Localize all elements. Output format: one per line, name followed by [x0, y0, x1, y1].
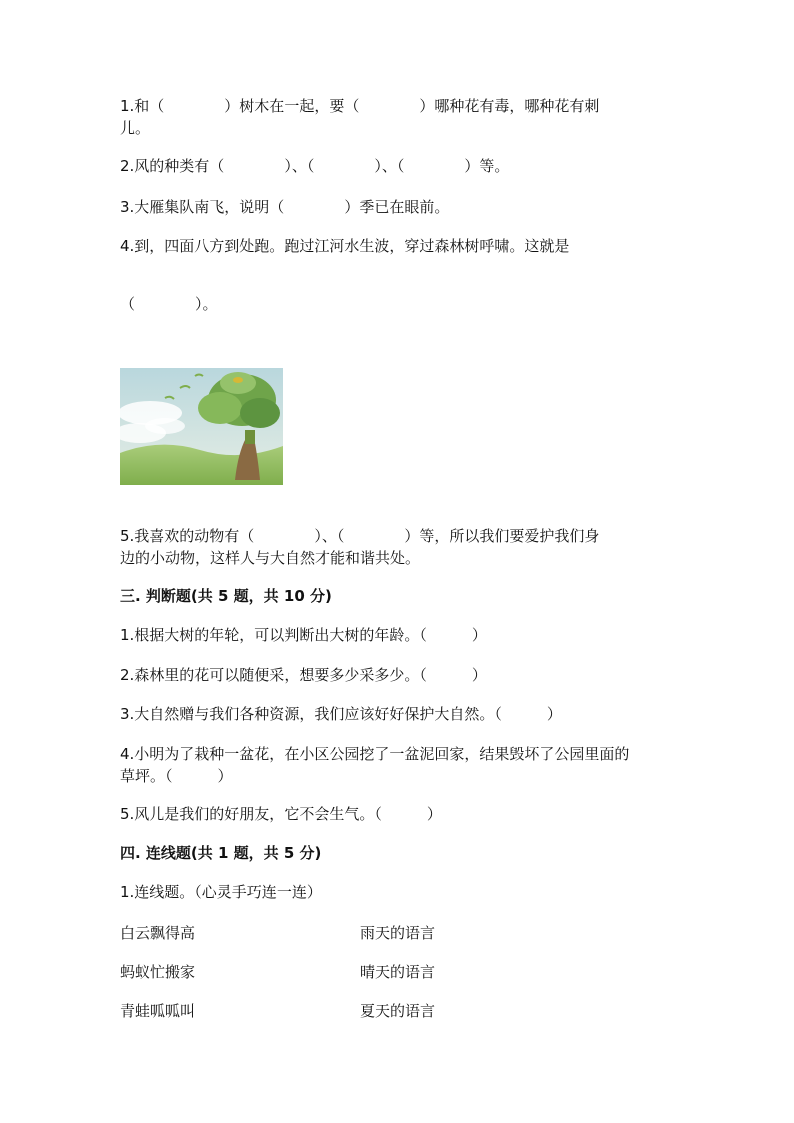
tree-illustration-svg — [120, 368, 283, 485]
match-right-item: 夏天的语言 — [360, 1002, 436, 1020]
q4-line2: （ ）。 — [120, 295, 218, 313]
q5-line1: 5.我喜欢的动物有（ ）、（ ）等，所以我们要爱护我们身 — [120, 527, 600, 545]
match-left-item: 蚂蚁忙搬家 — [120, 963, 196, 981]
tree-with-bird-illustration — [120, 368, 283, 485]
q4-line1: 4.到，四面八方到处跑。跑过江河水生波，穿过森林树呼啸。这就是 — [120, 237, 570, 255]
match-left-item: 青蛙呱呱叫 — [120, 1002, 196, 1020]
q1-line1: 1.和（ ）树木在一起，要（ ）哪种花有毒，哪种花有刺 — [120, 97, 600, 115]
match-left-item: 白云飘得高 — [120, 924, 196, 942]
q1-line2: 儿。 — [120, 119, 151, 137]
match-instruction: 1.连线题。（心灵手巧连一连） — [120, 883, 322, 901]
judge-q4-line1: 4.小明为了栽种一盆花，在小区公园挖了一盆泥回家，结果毁坏了公园里面的 — [120, 745, 630, 763]
q2: 2.风的种类有（ ）、（ ）、（ ）等。 — [120, 157, 510, 175]
match-right-item: 雨天的语言 — [360, 924, 436, 942]
judge-heading: 三. 判断题(共 5 题，共 10 分) — [120, 587, 332, 605]
judge-q3: 3.大自然赠与我们各种资源，我们应该好好保护大自然。（ ） — [120, 705, 562, 723]
match-right-item: 晴天的语言 — [360, 963, 436, 981]
judge-q1: 1.根据大树的年轮，可以判断出大树的年龄。（ ） — [120, 626, 487, 644]
judge-q4-line2: 草坪。（ ） — [120, 767, 233, 785]
judge-q5: 5.风儿是我们的好朋友，它不会生气。（ ） — [120, 805, 442, 823]
match-heading: 四. 连线题(共 1 题，共 5 分) — [120, 844, 322, 862]
judge-q2: 2.森林里的花可以随便采，想要多少采多少。（ ） — [120, 666, 487, 684]
q3: 3.大雁集队南飞，说明（ ）季已在眼前。 — [120, 198, 450, 216]
q5-line2: 边的小动物，这样人与大自然才能和谐共处。 — [120, 549, 421, 567]
